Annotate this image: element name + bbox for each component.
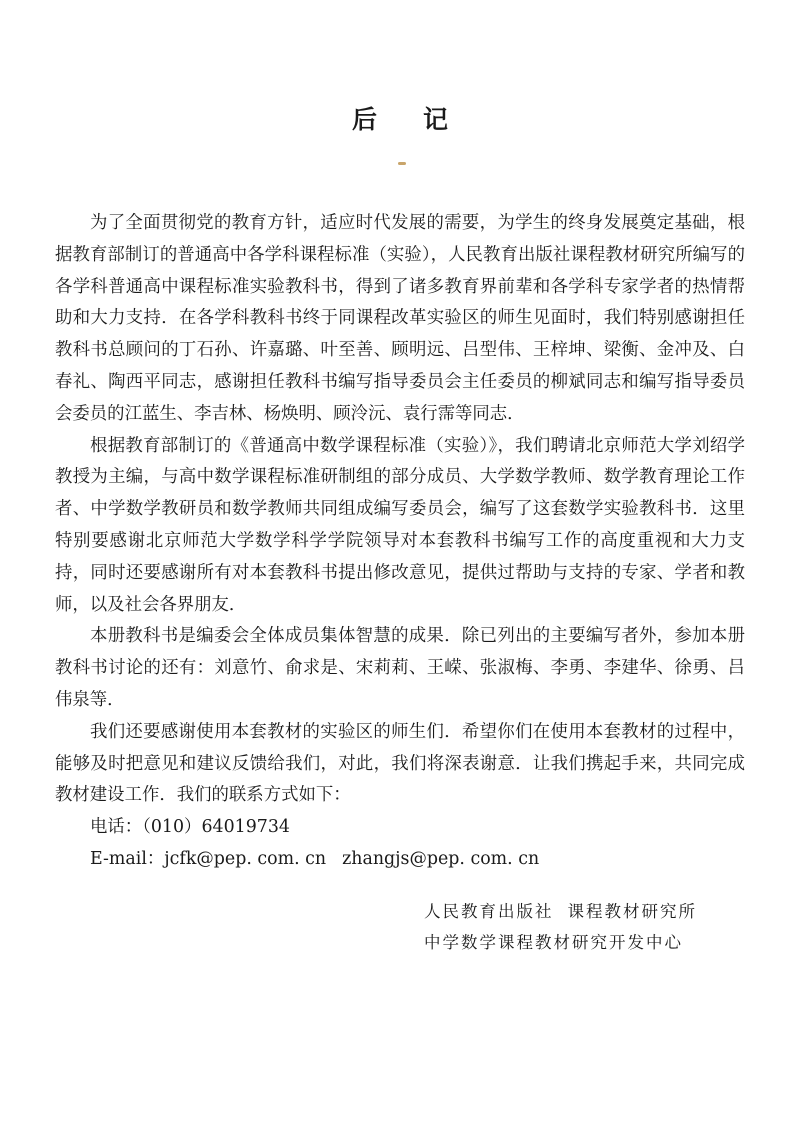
email-line — [55, 844, 745, 876]
signature-org-3: 中学数学课程教材研究开发中心 — [424, 933, 683, 952]
body-text — [55, 208, 745, 876]
signature — [424, 896, 697, 958]
paragraph: 根据教育部制订的《普通高中数学课程标准（实验）》，我们聘请北京师范大学刘绍学教授为主编，与高中数学课程标准研制组的部分成员、大学数学教师、数学教育理论工作者、中学数学教研员和数学教师共同组成编写委员会，编写了这套数学实验教科书．这里特别要感谢北京师范大学数学科学学院领导对本套教科书编写工作的高度重视和大力支持，同时还要感谢所有对本套教科书提出修改意见，提供过帮助与支持的专家、学者和教师，以及社会各界朋友． — [55, 435, 745, 615]
signature-org-2: 课程教材研究所 — [567, 902, 697, 921]
phone-text: 电话：（010）64019734 — [90, 817, 290, 838]
signature-line-2 — [424, 927, 697, 958]
paragraph: 本册教科书是编委会全体成员集体智慧的成果．除已列出的主要编写者外，参加本册教科书讨论的还有：刘意竹、俞求是、宋莉莉、王嵘、张淑梅、李勇、李建华、徐勇、吕伟泉等． — [55, 626, 745, 710]
email-address-2: zhangjs@pep. com. cn — [342, 848, 540, 869]
email-label: E-mail： — [90, 848, 165, 869]
phone-line — [55, 812, 745, 844]
title-ornament — [398, 162, 406, 165]
page-title: 后记 — [351, 105, 494, 134]
signature-line-1 — [424, 896, 697, 927]
paragraph: 我们还要感谢使用本套教材的实验区的师生们．希望你们在使用本套教材的过程中，能够及时把意见和建议反馈给我们，对此，我们将深表谢意．让我们携起手来，共同完成教材建设工作．我们的联系方式如下： — [55, 721, 745, 806]
signature-org-1: 人民教育出版社 — [424, 902, 554, 921]
email-address-1: jcfk@pep. com. cn — [164, 848, 327, 869]
paragraph: 为了全面贯彻党的教育方针，适应时代发展的需要，为学生的终身发展奠定基础，根据教育部制订的普通高中各学科课程标准（实验），人民教育出版社课程教材研究所编写的各学科普通高中课程标准实验教科书，得到了诸多教育界前辈和各学科专家学者的热情帮助和大力支持．在各学科教科书终于同课程改革实验区的师生见面时，我们特别感谢担任教科书总顾问的丁石孙、许嘉璐、叶至善、顾明远、吕型伟、王梓坤、梁衡、金冲及、白春礼、陶西平同志，感谢担任教科书编写指导委员会主任委员的柳斌同志和编写指导委员会委员的江蓝生、李吉林、杨焕明、顾泠沅、袁行霈等同志． — [55, 213, 745, 424]
